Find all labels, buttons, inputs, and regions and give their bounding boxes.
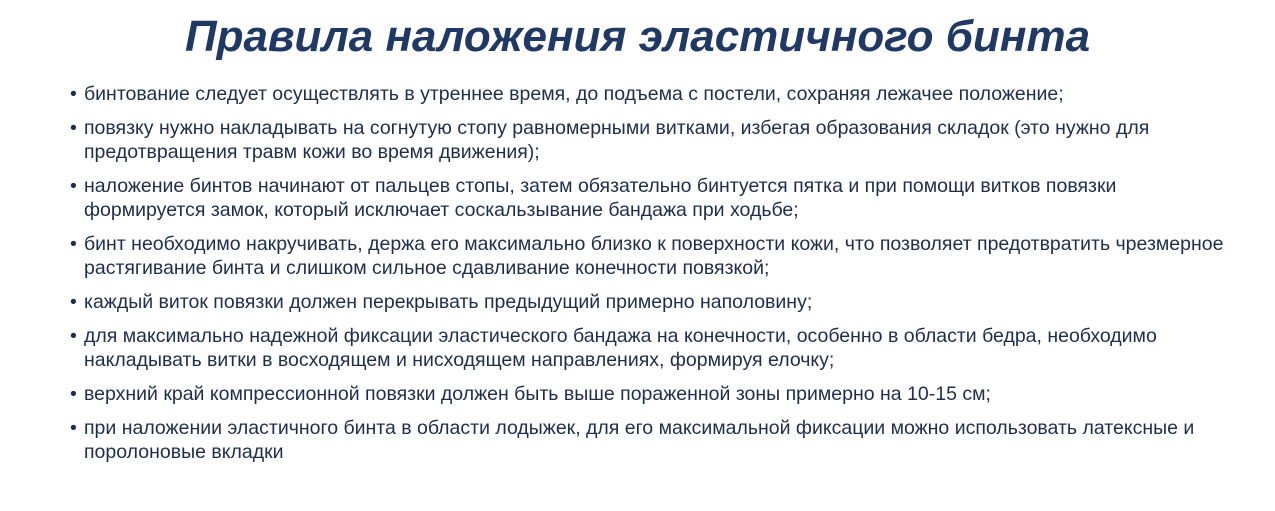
bullet-item <box>70 232 1230 280</box>
bullet-text: для максимально надежной фиксации эластического бандажа на конечности, особенно в области бедра, необходимо накладывать витки в восходящем и нисходящем направлениях, формируя елочку; <box>84 325 1157 371</box>
bullet-text: бинтование следует осуществлять в утреннее время, до подъема с постели, сохраняя лежачее положение; <box>84 83 1064 105</box>
bullet-item <box>70 82 1230 106</box>
bullet-text: бинт необходимо накручивать, держа его максимально близко к поверхности кожи, что позволяет предотвратить чрезмерное растягивание бинта и слишком сильное сдавливание конечности повязкой; <box>84 233 1224 279</box>
bullet-marker: • <box>70 383 77 405</box>
bullet-list <box>70 82 1230 474</box>
bullet-text: наложение бинтов начинают от пальцев стопы, затем обязательно бинтуется пятка и при помощи витков повязки формируется замок, который исключает соскальзывание бандажа при ходьбе; <box>84 175 1117 221</box>
bullet-marker: • <box>70 83 77 105</box>
bullet-text: повязку нужно накладывать на согнутую стопу равномерными витками, избегая образования складок (это нужно для предотвращения травм кожи во время движения); <box>84 117 1150 163</box>
bullet-marker: • <box>70 117 77 139</box>
bullet-text: каждый виток повязки должен перекрывать предыдущий примерно наполовину; <box>84 291 813 313</box>
bullet-item <box>70 290 1230 314</box>
bullet-marker: • <box>70 233 77 255</box>
bullet-marker: • <box>70 325 77 347</box>
bullet-marker: • <box>70 417 77 439</box>
bullet-item <box>70 116 1230 164</box>
bullet-item <box>70 382 1230 406</box>
bullet-item <box>70 324 1230 372</box>
bullet-marker: • <box>70 175 77 197</box>
bullet-marker: • <box>70 291 77 313</box>
bullet-item <box>70 416 1230 464</box>
bullet-item <box>70 174 1230 222</box>
bullet-text: при наложении эластичного бинта в области лодыжек, для его максимальной фиксации можно использовать латексные и поролоновые вкладки <box>84 417 1195 463</box>
bullet-text: верхний край компрессионной повязки должен быть выше пораженной зоны примерно на 10-15 см; <box>84 383 991 405</box>
slide-title: Правила наложения эластичного бинта <box>184 12 1091 61</box>
